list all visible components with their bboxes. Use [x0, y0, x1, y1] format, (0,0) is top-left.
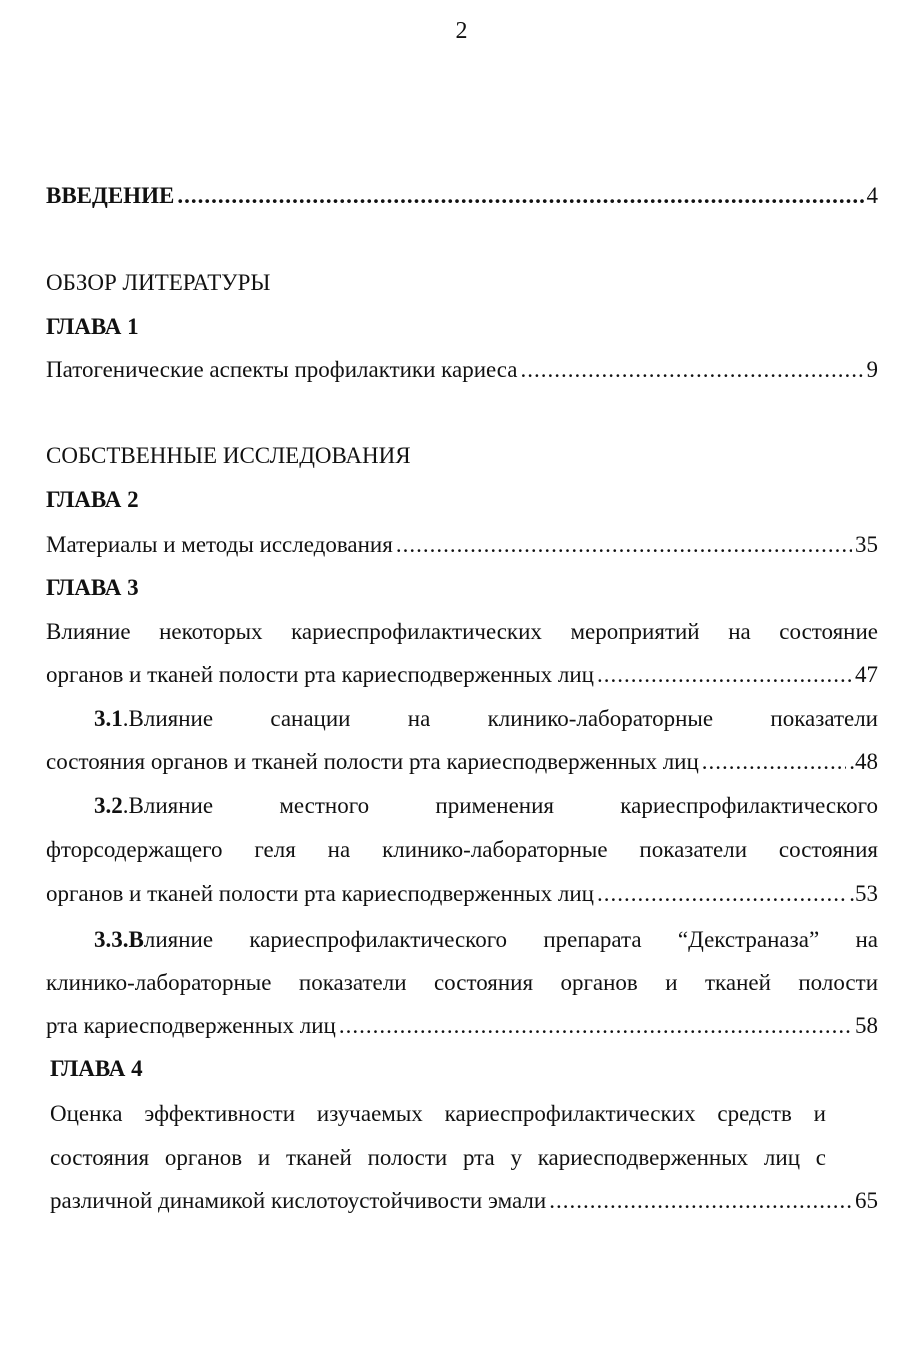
chapter4-title-line2: состояния органов и тканей полости рта у кариесподверженных лиц с: [50, 1145, 826, 1170]
toc-3-3-page: 58: [855, 1013, 878, 1038]
subsection-3-2-text: .Влияние местного применения кариеспрофилактического: [122, 793, 878, 818]
toc-intro-page: 4: [866, 183, 878, 208]
toc-entry-intro: [46, 181, 878, 211]
subsection-3-1-number: 3.1: [94, 706, 123, 731]
chapter4-title-line3: различной динамикой кислотоустойчивости эмали: [50, 1188, 547, 1213]
leader-dots: [549, 1186, 852, 1216]
toc-entry-3-2: [46, 879, 878, 909]
subsection-3-2-line2: фторсодержащего геля на клинико-лабораторные показатели состояния: [46, 837, 878, 862]
subsection-3-1-line1: [46, 704, 878, 734]
leader-dots: [597, 879, 846, 909]
chapter1-label: ГЛАВА 1: [46, 314, 139, 339]
chapter3-label: ГЛАВА 3: [46, 575, 139, 600]
chapter3-title-line2: органов и тканей полости рта кариесподверженных лиц: [46, 662, 594, 687]
toc-chapter2-title: Материалы и методы исследования: [46, 532, 393, 557]
toc-chapter2-page: 35: [855, 532, 878, 557]
toc-3-2-page: .53: [849, 881, 878, 906]
subsection-3-2-line3: органов и тканей полости рта кариесподверженных лиц: [46, 881, 594, 906]
toc-entry-chapter2: [46, 530, 878, 560]
subsection-3-2-number: 3.2: [94, 793, 123, 818]
page-number: 2: [455, 18, 468, 44]
toc-chapter3-page: 47: [855, 662, 878, 687]
toc-chapter4-page: 65: [855, 1188, 878, 1213]
section-heading-research: СОБСТВЕННЫЕ ИССЛЕДОВАНИЯ: [46, 443, 411, 468]
leader-dots: [396, 530, 852, 560]
subsection-3-3-line2: клинико-лабораторные показатели состояния органов и тканей полости: [46, 970, 878, 995]
subsection-3-3-text: лияние кариеспрофилактического препарата “Декстраназа” на: [143, 927, 878, 952]
leader-dots: [339, 1011, 852, 1041]
chapter3-title-line1: Влияние некоторых кариеспрофилактических мероприятий на состояние: [46, 619, 878, 644]
leader-dots: [520, 355, 863, 385]
subsection-3-3-line3: рта кариесподверженных лиц: [46, 1013, 336, 1038]
leader-dots: [177, 181, 863, 211]
toc-entry-chapter4: [50, 1186, 878, 1216]
subsection-3-1-text: .Влияние санации на клинико-лабораторные показатели: [122, 706, 878, 731]
toc-entry-3-3: [46, 1011, 878, 1041]
chapter4-label: ГЛАВА 4: [50, 1056, 143, 1081]
chapter4-title-line1: Оценка эффективности изучаемых кариеспрофилактических средств и: [50, 1101, 826, 1126]
chapter2-label: ГЛАВА 2: [46, 487, 139, 512]
leader-dots: [597, 660, 852, 690]
toc-intro-title: ВВЕДЕНИЕ: [46, 183, 175, 208]
toc-chapter1-title: Патогенические аспекты профилактики кариеса: [46, 357, 518, 382]
toc-3-1-page: .48: [849, 749, 878, 774]
leader-dots: [702, 747, 846, 777]
subsection-3-3-line1: [46, 925, 878, 955]
toc-entry-3-1: [46, 747, 878, 777]
toc-chapter1-page: 9: [866, 357, 878, 382]
subsection-3-3-number: 3.3.В: [94, 927, 144, 952]
subsection-3-1-line2: состояния органов и тканей полости рта кариесподверженных лиц: [46, 749, 699, 774]
section-heading-review: ОБЗОР ЛИТЕРАТУРЫ: [46, 270, 271, 295]
subsection-3-2-line1: [46, 791, 878, 821]
toc-entry-chapter3: [46, 660, 878, 690]
toc-entry-chapter1: [46, 355, 878, 385]
